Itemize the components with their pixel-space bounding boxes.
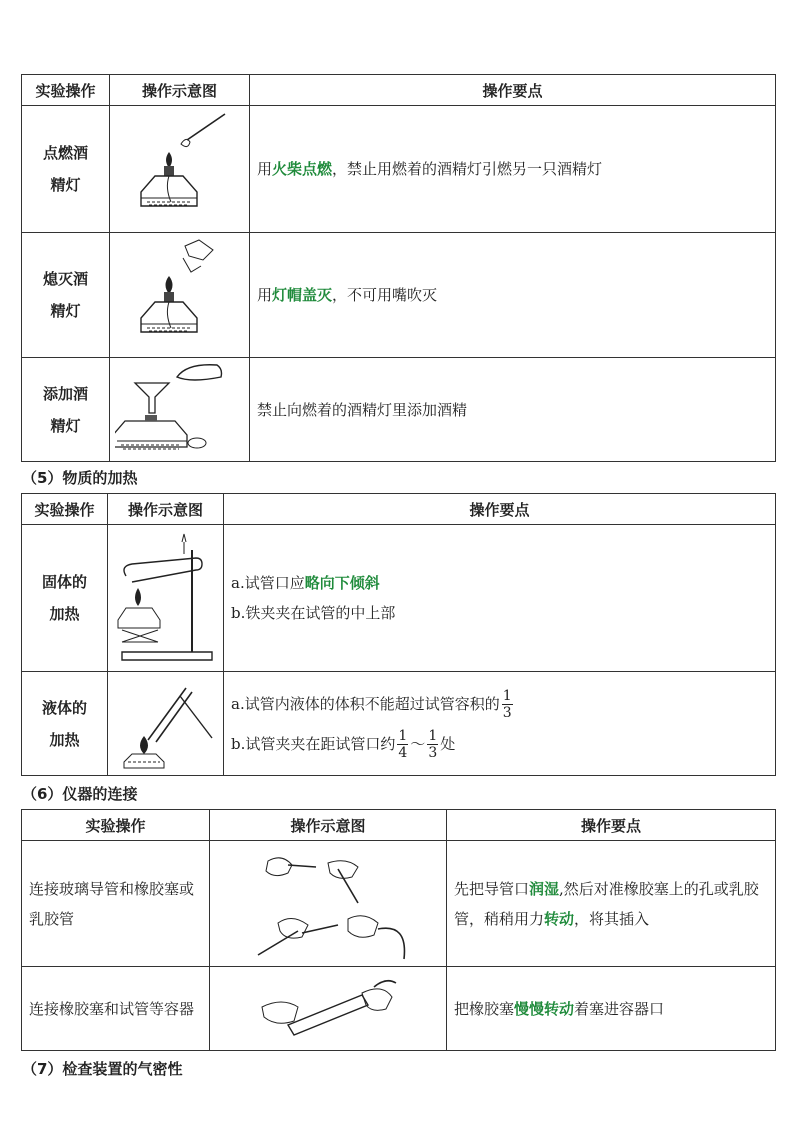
diagram-connect-tube — [210, 841, 447, 967]
connecting-tube-illustration — [228, 845, 428, 963]
extinguishing-lamp-illustration — [125, 236, 235, 354]
diagram-connect-stopper — [210, 967, 447, 1051]
diagram-liquid-heating — [108, 672, 224, 776]
key-points-cell: 把橡胶塞慢慢转动着塞进容器口 — [447, 967, 776, 1051]
table-row — [22, 525, 776, 672]
connecting-stopper-illustration — [258, 971, 398, 1047]
header-diagram: 操作示意图 — [110, 75, 250, 106]
table-heating — [21, 493, 776, 776]
section-heading-heating: （5）物质的加热 — [22, 469, 138, 487]
table-connection — [21, 809, 776, 1051]
operation-cell: 添加酒 精灯 — [22, 358, 110, 462]
table-row — [22, 967, 776, 1051]
diagram-add-alcohol — [110, 358, 250, 462]
header-key-points: 操作要点 — [224, 494, 776, 525]
operation-cell: 连接玻璃导管和橡胶塞或乳胶管 — [22, 841, 210, 967]
diagram-extinguish-lamp — [110, 233, 250, 358]
operation-cell: 固体的 加热 — [22, 525, 108, 672]
diagram-solid-heating — [108, 525, 224, 672]
table-row — [22, 106, 776, 233]
table-row — [22, 358, 776, 462]
fraction: $\frac{1}{4}$ — [398, 728, 408, 761]
table-alcohol-lamp — [21, 74, 776, 462]
liquid-heating-illustration — [112, 676, 220, 772]
header-operation: 实验操作 — [22, 494, 108, 525]
header-diagram: 操作示意图 — [210, 810, 447, 841]
header-key-points: 操作要点 — [250, 75, 776, 106]
fraction: $\frac{1}{3}$ — [428, 728, 438, 761]
adding-alcohol-illustration — [115, 361, 245, 459]
key-points-cell: 先把导管口润湿,然后对准橡胶塞上的孔或乳胶管，稍稍用力转动，将其插入 — [447, 841, 776, 967]
operation-cell: 液体的 加热 — [22, 672, 108, 776]
solid-heating-illustration — [112, 530, 220, 666]
header-operation: 实验操作 — [22, 810, 210, 841]
table-row — [22, 841, 776, 967]
key-points-cell: 用火柴点燃，禁止用燃着的酒精灯引燃另一只酒精灯 — [250, 106, 776, 233]
operation-cell: 连接橡胶塞和试管等容器 — [22, 967, 210, 1051]
key-points-cell: 用灯帽盖灭，不可用嘴吹灭 — [250, 233, 776, 358]
operation-cell: 熄灭酒 精灯 — [22, 233, 110, 358]
header-operation: 实验操作 — [22, 75, 110, 106]
section-heading-airtightness: （7）检查装置的气密性 — [22, 1060, 183, 1078]
operation-cell: 点燃酒 精灯 — [22, 106, 110, 233]
key-points-cell: a.试管口应略向下倾斜 b.铁夹夹在试管的中上部 — [224, 525, 776, 672]
fraction: $\frac{1}{3}$ — [502, 688, 512, 721]
header-key-points: 操作要点 — [447, 810, 776, 841]
section-heading-connection: （6）仪器的连接 — [22, 785, 138, 803]
diagram-light-lamp — [110, 106, 250, 233]
lighting-lamp-illustration — [125, 110, 235, 228]
key-points-cell: 禁止向燃着的酒精灯里添加酒精 — [250, 358, 776, 462]
header-diagram: 操作示意图 — [108, 494, 224, 525]
table-row — [22, 672, 776, 776]
table-row — [22, 233, 776, 358]
key-points-cell: a.试管内液体的体积不能超过试管容积的 $\frac{1}{3}$ b.试管夹夹在距试管口约 $\frac{1}{4}$ ～ $\frac{1}{3}$ 处 — [224, 672, 776, 776]
